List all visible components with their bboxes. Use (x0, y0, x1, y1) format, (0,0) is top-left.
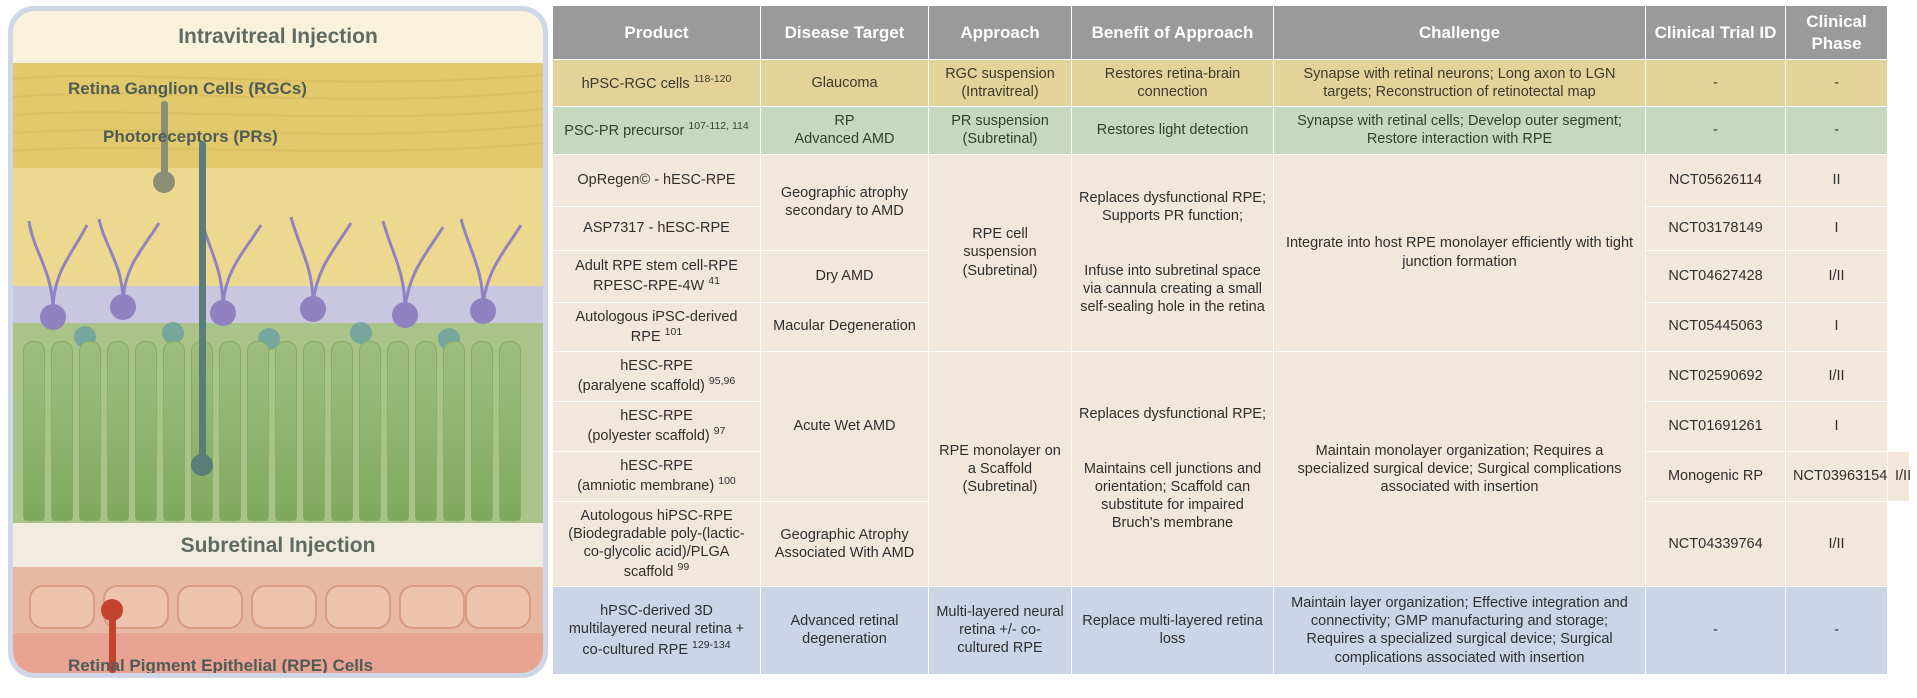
table-row (553, 586, 1910, 674)
cell-clinical-phase: - (1786, 107, 1888, 154)
cell-clinical-phase: I/II (1786, 250, 1888, 302)
cell-challenge: Synapse with retinal neurons; Long axon to LGN targets; Reconstruction of retinotectal map (1274, 60, 1646, 107)
cell-clinical-trial-id: NCT05445063 (1646, 302, 1786, 351)
cell-disease-target: Geographic atrophy secondary to AMD (761, 154, 929, 250)
cell-benefit: Replace multi-layered retina loss (1072, 586, 1274, 674)
subretinal-needle-tip (191, 454, 213, 476)
cell-challenge: Integrate into host RPE monolayer efficiently with tight junction formation (1274, 154, 1646, 351)
table-row (553, 154, 1910, 206)
label-retina-ganglion-cells: Retina Ganglion Cells (RGCs) (68, 79, 307, 98)
reference-superscript: 100 (718, 475, 736, 488)
cell-clinical-trial-id: NCT03963154 (1786, 451, 1888, 501)
cell-clinical-phase: - (1786, 586, 1888, 674)
cell-clinical-phase: I/II (1888, 451, 1910, 501)
photoreceptor-cells (13, 341, 543, 531)
cell-disease-target: Monogenic RP (1646, 451, 1786, 501)
cell-clinical-phase: I/II (1786, 351, 1888, 401)
label-rpe-cells: Retinal Pigment Epithelial (RPE) Cells (68, 656, 374, 673)
cell-clinical-trial-id: NCT04339764 (1646, 501, 1786, 586)
rpe-injection-needle-tip (101, 599, 123, 621)
reference-superscript: 99 (677, 560, 690, 573)
reference-superscript: 97 (713, 425, 726, 438)
reference-superscript: 118-120 (693, 73, 732, 86)
cell-approach: RPE monolayer on a Scaffold (Subretinal) (929, 351, 1072, 586)
reference-superscript: 107-112, 114 (688, 120, 749, 133)
cell-benefit: Restores retina-brain connection (1072, 60, 1274, 107)
cell-disease-target: Advanced retinal degeneration (761, 586, 929, 674)
table-row (553, 351, 1910, 401)
cell-challenge: Maintain monolayer organization; Requires a specialized surgical device; Surgical complications associated with insertion (1274, 351, 1646, 586)
reference-superscript: 129-134 (692, 638, 731, 651)
cell-disease-target: Acute Wet AMD (761, 351, 929, 501)
cell-approach: RPE cell suspension (Subretinal) (929, 154, 1072, 351)
column-header-disease: Disease Target (761, 6, 929, 60)
cell-product: hPSC-derived 3D multilayered neural retina + co-cultured RPE $^{129-134}$ (553, 586, 761, 674)
column-header-challenge: Challenge (1274, 6, 1646, 60)
reference-superscript: 41 (708, 275, 720, 288)
column-header-trial-id-text: Clinical Trial ID (1654, 22, 1777, 42)
cell-clinical-trial-id: NCT02590692 (1646, 351, 1786, 401)
cell-clinical-trial-id: - (1646, 586, 1786, 674)
cell-product: hESC-RPE (polyester scaffold) $^{97}$ (553, 401, 761, 451)
column-header-product: Product (553, 6, 761, 60)
cell-approach: PR suspension (Subretinal) (929, 107, 1072, 154)
cell-disease-target: Glaucoma (761, 60, 929, 107)
cell-disease-target: Dry AMD (761, 250, 929, 302)
table-row (553, 107, 1910, 154)
cell-clinical-trial-id: NCT05626114 (1646, 154, 1786, 206)
cell-product: PSC-PR precursor $^{107-112, 114}$ (553, 107, 761, 154)
rpe-cells (13, 581, 543, 633)
cell-product: ASP7317 - hESC-RPE (553, 206, 761, 250)
cell-disease-target: Geographic Atrophy Associated With AMD (761, 501, 929, 586)
cell-clinical-trial-id: NCT01691261 (1646, 401, 1786, 451)
column-header-phase (1786, 6, 1888, 60)
subretinal-needle-shaft (199, 141, 206, 463)
label-subretinal-injection: Subretinal Injection (180, 534, 376, 557)
intravitreal-needle-tip (153, 171, 175, 193)
cell-clinical-phase: II (1786, 154, 1888, 206)
cell-clinical-phase: - (1786, 60, 1888, 107)
label-intravitreal-injection: Intravitreal Injection (178, 25, 378, 48)
cell-product: Autologous iPSC-derived RPE $^{101}$ (553, 302, 761, 351)
cell-clinical-trial-id: NCT04627428 (1646, 250, 1786, 302)
cell-product: hESC-RPE (paralyene scaffold) $^{95,96}$ (553, 351, 761, 401)
cell-clinical-trial-id: - (1646, 107, 1786, 154)
retina-diagram (13, 11, 543, 673)
column-header-phase-text: Clinical Phase (1806, 12, 1867, 53)
cell-benefit: Restores light detection (1072, 107, 1274, 154)
cell-clinical-trial-id: - (1646, 60, 1786, 107)
cell-product: Adult RPE stem cell-RPE RPESC-RPE-4W $^{41}$ (553, 250, 761, 302)
therapies-table-container (552, 5, 1910, 675)
retina-diagram-panel (8, 6, 548, 678)
cell-clinical-phase: I (1786, 401, 1888, 451)
therapies-table (552, 5, 1910, 675)
cell-product: OpRegen© - hESC-RPE (553, 154, 761, 206)
cell-clinical-phase: I (1786, 302, 1888, 351)
column-header-trial-id (1646, 6, 1786, 60)
cell-approach: RGC suspension (Intravitreal) (929, 60, 1072, 107)
reference-superscript: 101 (664, 325, 683, 338)
reference-superscript: 95,96 (708, 375, 736, 388)
cell-clinical-phase: I/II (1786, 501, 1888, 586)
cell-clinical-trial-id: NCT03178149 (1646, 206, 1786, 250)
cell-disease-target: RP Advanced AMD (761, 107, 929, 154)
cell-product: hESC-RPE (amniotic membrane) $^{100}$ (553, 451, 761, 501)
cell-approach: Multi-layered neural retina +/- co-cultured RPE (929, 586, 1072, 674)
cell-product: Autologous hiPSC-RPE (Biodegradable poly-(lactic-co-glycolic acid)/PLGA scaffold $^{99}$ (553, 501, 761, 586)
cell-disease-target: Macular Degeneration (761, 302, 929, 351)
table-body (553, 60, 1910, 675)
cell-product: hPSC-RGC cells $^{118-120}$ (553, 60, 761, 107)
column-header-benefit: Benefit of Approach (1072, 6, 1274, 60)
cell-challenge: Synapse with retinal cells; Develop outer segment; Restore interaction with RPE (1274, 107, 1646, 154)
cell-benefit: Replaces dysfunctional RPE; Supports PR function; Infuse into subretinal space via cannula creating a small self-sealing hole in the retina (1072, 154, 1274, 351)
cell-benefit: Replaces dysfunctional RPE; Maintains cell junctions and orientation; Scaffold can substitute for impaired Bruch's membrane (1072, 351, 1274, 586)
column-header-approach: Approach (929, 6, 1072, 60)
table-header-row (553, 6, 1910, 60)
table-row (553, 60, 1910, 107)
label-photoreceptors: Photoreceptors (PRs) (103, 127, 278, 146)
cell-challenge: Maintain layer organization; Effective integration and connectivity; GMP manufacturing and storage; Requires a specialized surgical device; Surgical complications associated with insertion (1274, 586, 1646, 674)
cell-clinical-phase: I (1786, 206, 1888, 250)
